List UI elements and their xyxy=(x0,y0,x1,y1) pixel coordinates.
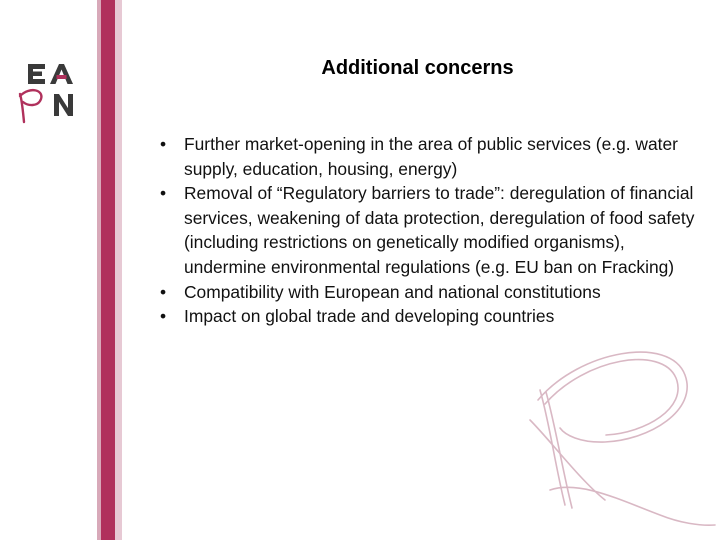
watermark-p-icon xyxy=(510,330,720,540)
bullet-marker: • xyxy=(159,183,167,204)
list-item xyxy=(156,132,701,181)
decorative-stripe-pale xyxy=(115,0,122,540)
logo-letter-a xyxy=(50,64,73,84)
bullet-marker: • xyxy=(159,281,167,302)
list-item xyxy=(156,304,701,329)
bullet-marker: • xyxy=(159,134,167,154)
bullet-text: Removal of “Regulatory barriers to trade”: deregulation of financial services, weakening of data protection, deregulation of food safety (including restrictions on genetically modified organisms), undermine environmental regulations (e.g. EU ban on Fracking) xyxy=(184,183,695,277)
logo-letter-e xyxy=(28,64,45,84)
bullet-list xyxy=(156,132,701,329)
bullet-text: Further market-opening in the area of public services (e.g. water supply, education, housing, energy) xyxy=(184,134,678,179)
bullet-marker: • xyxy=(159,306,167,327)
decorative-stripe-accent xyxy=(101,0,115,540)
bullet-text: Impact on global trade and developing countries xyxy=(184,306,555,327)
logo-letter-p xyxy=(20,90,41,122)
slide-title: Additional concerns xyxy=(321,57,514,79)
eapn-logo xyxy=(14,60,86,130)
bullet-text: Compatibility with European and national constitutions xyxy=(184,281,601,302)
logo-letter-n xyxy=(54,94,73,116)
list-item xyxy=(156,280,701,305)
list-item xyxy=(156,181,701,279)
